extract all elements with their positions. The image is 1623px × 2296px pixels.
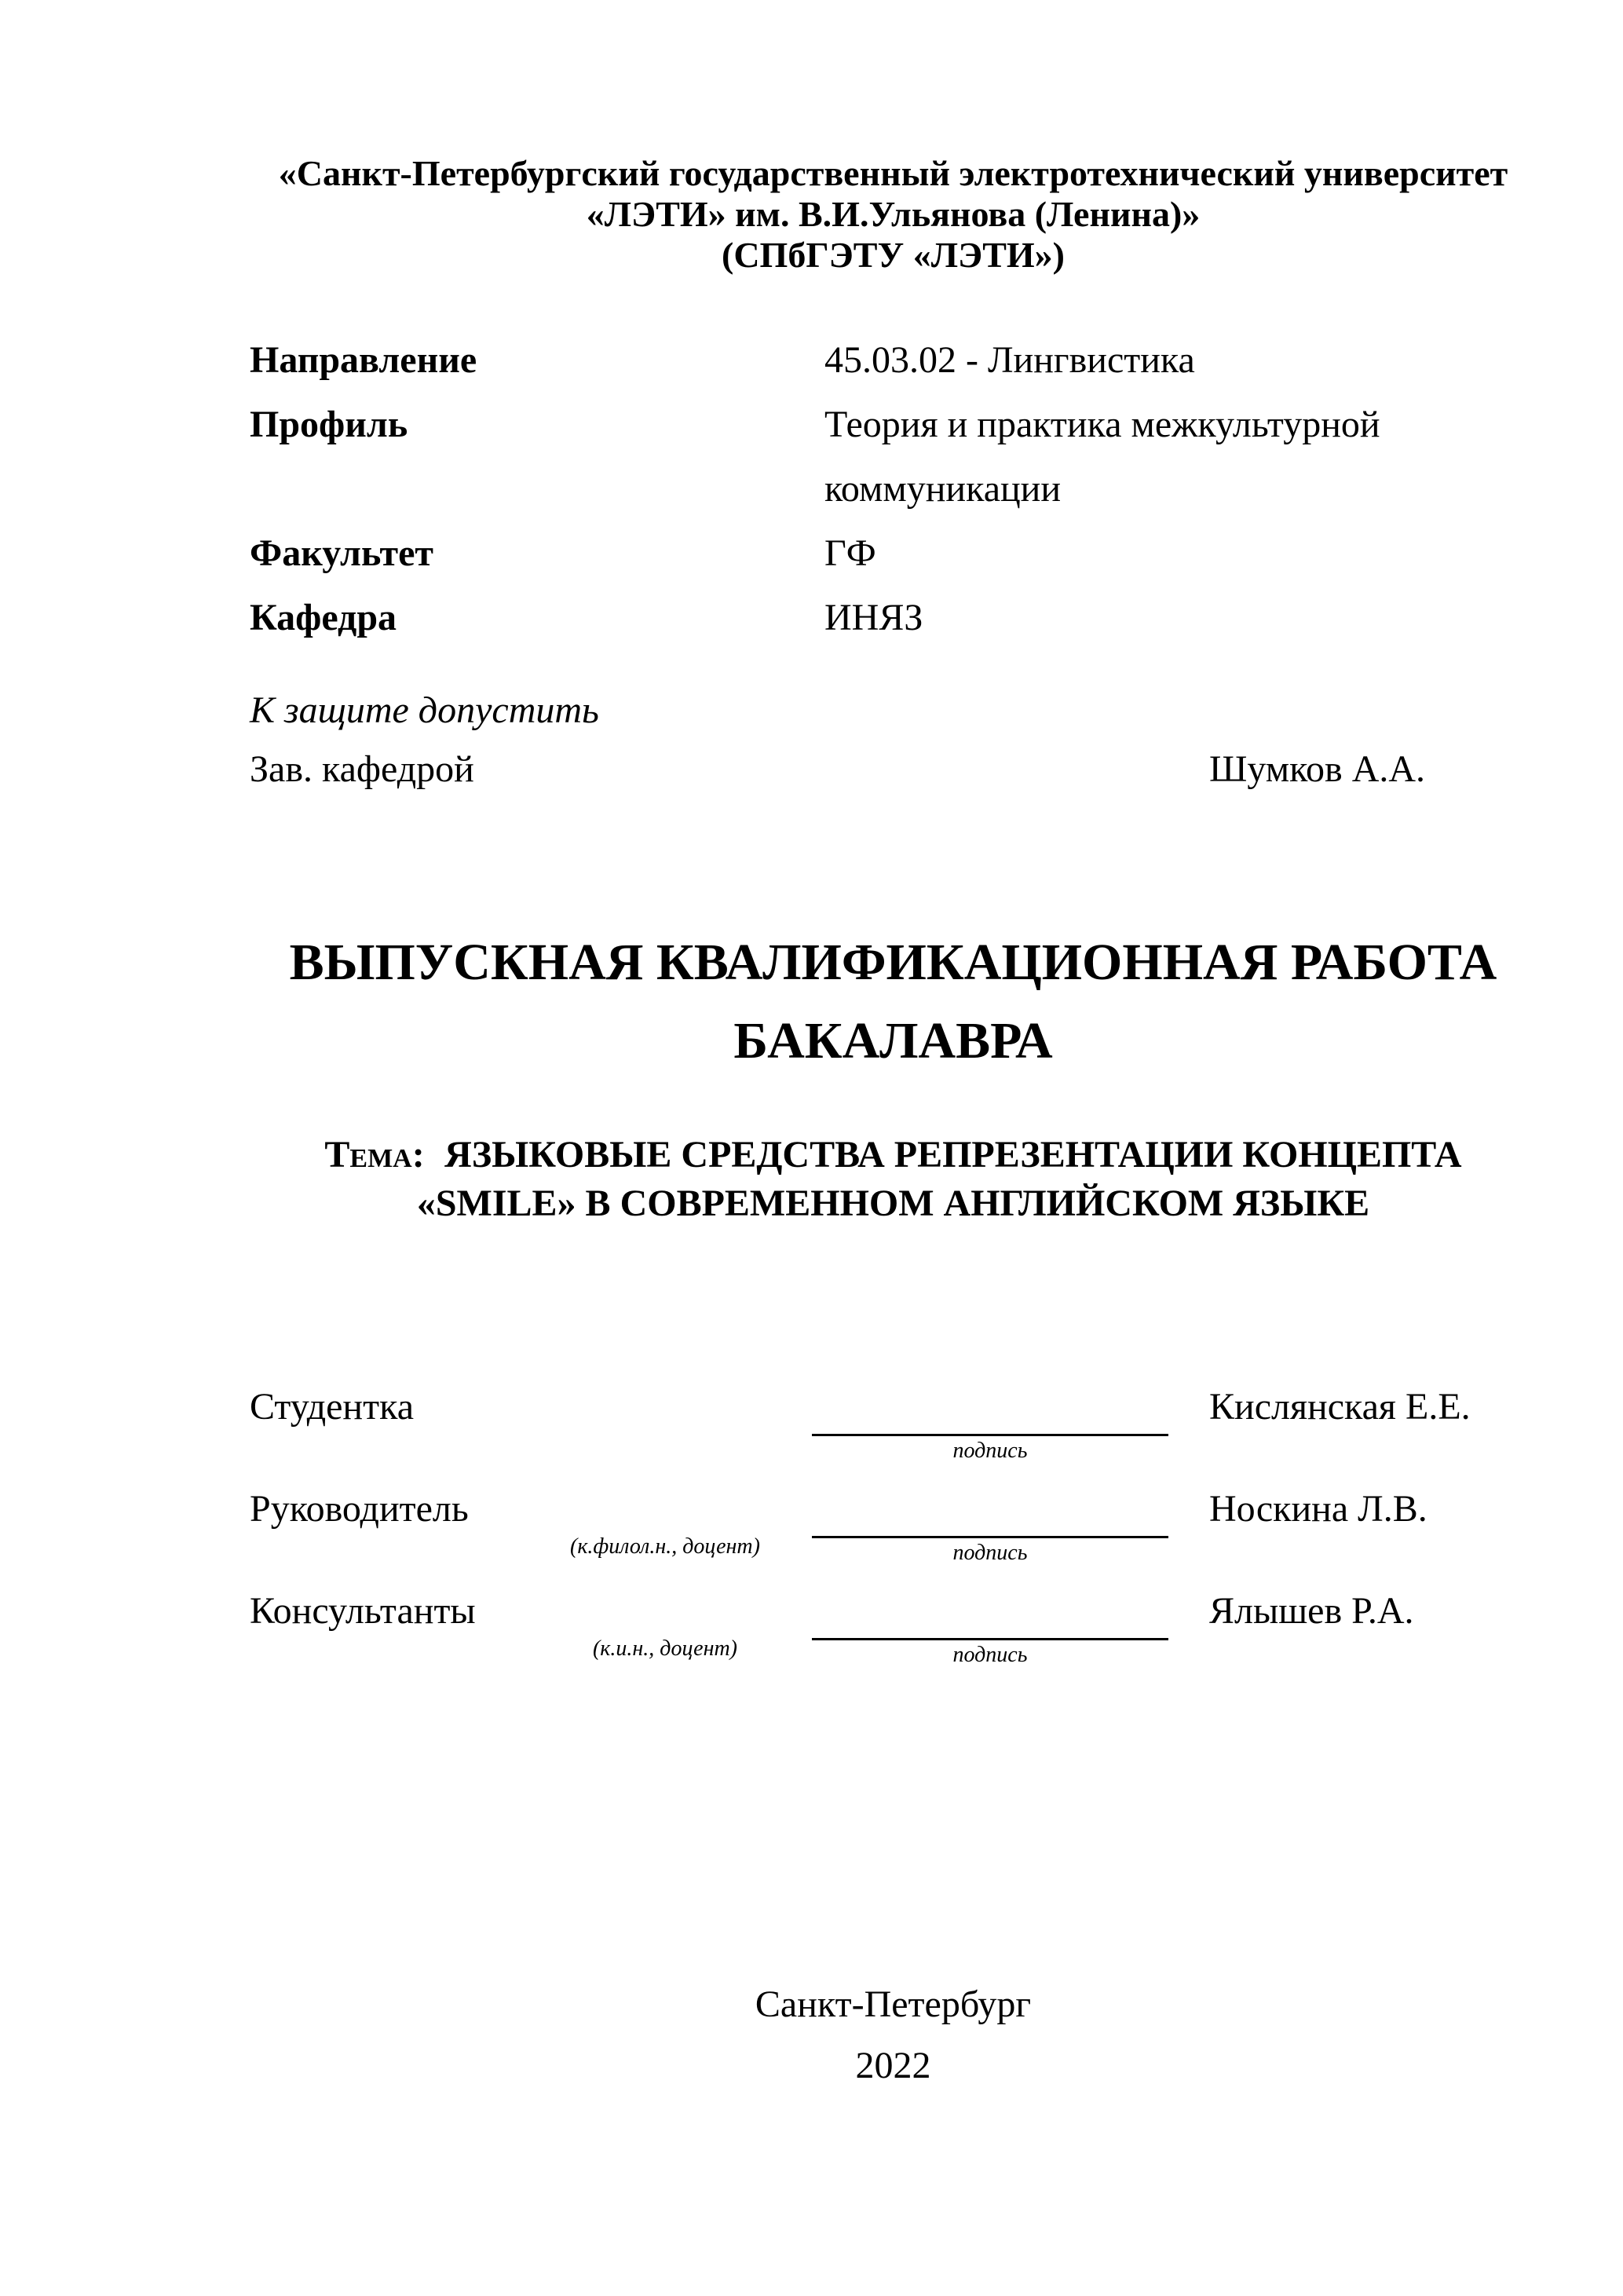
program-label: Профиль	[250, 404, 408, 445]
signature-role: Студентка	[250, 1386, 414, 1428]
signature-name: Ялышев Р.А.	[1209, 1590, 1414, 1632]
theme-text-line1: ЯЗЫКОВЫЕ СРЕДСТВА РЕПРЕЗЕНТАЦИИ КОНЦЕПТА	[444, 1134, 1462, 1175]
footer-year: 2022	[855, 2045, 931, 2086]
signature-name: Носкина Л.В.	[1209, 1488, 1427, 1530]
work-title-line2: БАКАЛАВРА	[733, 1012, 1053, 1069]
program-value: Теория и практика межкультурной	[824, 404, 1380, 445]
program-value: ГФ	[824, 532, 876, 574]
signature-caption: подпись	[952, 1541, 1028, 1565]
program-row-direction	[250, 328, 1513, 393]
program-row-faculty	[250, 521, 1513, 586]
program-value: коммуникации	[824, 468, 1062, 510]
program-label: Кафедра	[250, 597, 397, 638]
signature-name: Кислянская Е.Е.	[1209, 1386, 1471, 1428]
department-head-label: Зав. кафедрой	[250, 748, 474, 790]
department-head-row	[250, 748, 1513, 791]
university-name-line1: «Санкт-Петербургский государственный электротехнический университет	[278, 153, 1508, 193]
department-head-name: Шумков А.А.	[1209, 748, 1426, 790]
theme-block	[250, 1131, 1537, 1228]
program-label: Направление	[250, 339, 477, 381]
university-name-line2: «ЛЭТИ» им. В.И.Ульянова (Ленина)»	[586, 194, 1201, 234]
university-abbreviation: (СПбГЭТУ «ЛЭТИ»)	[722, 235, 1065, 275]
signature-line	[812, 1638, 1168, 1640]
program-value: ИНЯЗ	[824, 597, 923, 638]
signature-qualification: (к.и.н., доцент)	[592, 1636, 738, 1661]
program-row-profile-continued	[250, 457, 1513, 521]
footer-city: Санкт-Петербург	[755, 1983, 1032, 2025]
program-label	[250, 457, 824, 521]
signature-role: Руководитель	[250, 1488, 469, 1530]
signature-row-supervisor	[250, 1490, 1513, 1569]
theme-text-line2: «SMILE» В СОВРЕМЕННОМ АНГЛИЙСКОМ ЯЗЫКЕ	[416, 1183, 1370, 1224]
signature-line	[812, 1536, 1168, 1538]
program-info	[250, 328, 1513, 650]
program-row-department	[250, 586, 1513, 650]
signature-row-consultants	[250, 1592, 1513, 1671]
work-title-line1: ВЫПУСКНАЯ КВАЛИФИКАЦИОННАЯ РАБОТА	[289, 934, 1497, 991]
program-label: Факультет	[250, 532, 433, 574]
signature-qualification: (к.филол.н., доцент)	[570, 1534, 760, 1559]
university-header	[250, 153, 1537, 276]
signature-caption: подпись	[952, 1643, 1028, 1667]
signatures-section	[250, 1388, 1513, 1695]
theme-line1	[250, 1131, 1537, 1179]
work-title	[250, 923, 1537, 1080]
footer	[250, 1984, 1537, 2086]
signature-caption: подпись	[952, 1439, 1028, 1463]
theme-label: Тема:	[324, 1134, 425, 1175]
program-value: 45.03.02 - Лингвистика	[824, 339, 1195, 381]
signature-role: Консультанты	[250, 1590, 476, 1632]
program-row-profile	[250, 393, 1513, 457]
signature-line	[812, 1434, 1168, 1436]
admit-to-defense-note: К защите допустить	[250, 689, 599, 731]
signature-row-student	[250, 1388, 1513, 1467]
